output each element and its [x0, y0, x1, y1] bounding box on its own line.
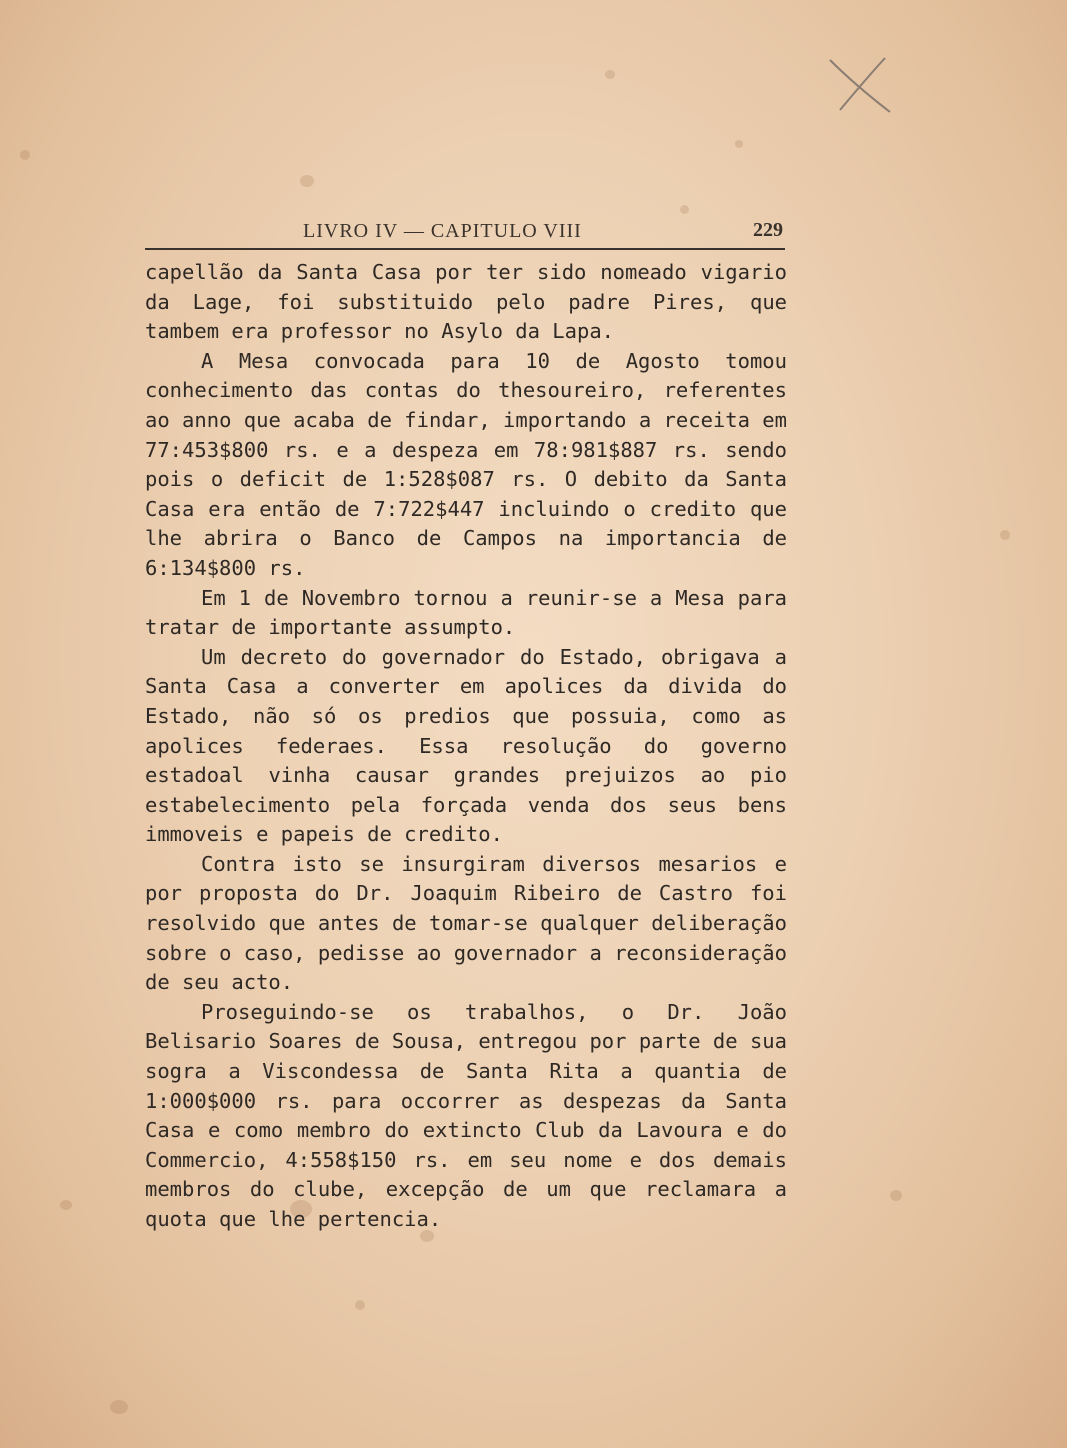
paper-stain: [890, 1190, 902, 1201]
page-number: 229: [753, 219, 783, 241]
paper-stain: [1000, 530, 1010, 540]
running-head: [145, 218, 785, 250]
chapter-title: LIVRO IV — CAPITULO VIII: [303, 220, 582, 242]
body-text: [145, 258, 787, 1235]
paragraph: Proseguindo-se os trabalhos, o Dr. João Belisario Soares de Sousa, entregou por parte de sua sogra a Viscondessa de Santa Rita a quantia de 1:000$000 rs. para occorrer as despezas da Santa Casa e como membro do extincto Club da Lavoura e do Commercio, 4:558$150 rs. em seu nome e dos demais membros do clube, excepção de um que reclamara a quota que lhe pertencia.: [145, 999, 787, 1231]
paragraph: A Mesa convocada para 10 de Agosto tomou conhecimento das contas do thesoureiro, referentes ao anno que acaba de findar, importando a receita em 77:453$800 rs. e a despeza em 78:981$887 rs. sendo pois o deficit de 1:528$087 rs. O debito da Santa Casa era então de 7:722$447 incluindo o credito que lhe abrira o Banco de Campos na importancia de 6:134$800 rs.: [145, 348, 787, 580]
paper-stain: [680, 205, 689, 214]
paper-stain: [20, 150, 30, 160]
paper-stain: [110, 1400, 128, 1414]
paper-stain: [735, 140, 743, 148]
paper-stain: [300, 175, 314, 187]
paper-stain: [605, 70, 615, 79]
paragraph: Um decreto do governador do Estado, obrigava a Santa Casa a converter em apolices da divida do Estado, não só os predios que possuia, como as apolices federaes. Essa resolução do governo estadoal vinha causar grandes prejuizos ao pio estabelecimento pela forçada venda dos seus bens immoveis e papeis de credito.: [145, 644, 787, 847]
paragraph: Contra isto se insurgiram diversos mesarios e por proposta do Dr. Joaquim Ribeiro de Castro foi resolvido que antes de tomar-se qualquer deliberação sobre o caso, pedisse ao governador a reconsideração de seu acto.: [145, 851, 787, 995]
paragraph: capellão da Santa Casa por ter sido nomeado vigario da Lage, foi substituido pelo padre Pires, que tambem era professor no Asylo da Lapa.: [145, 260, 787, 344]
paragraph: Em 1 de Novembro tornou a reunir-se a Mesa para tratar de importante assumpto.: [145, 585, 787, 640]
paper-stain: [60, 1200, 72, 1210]
paper-stain: [355, 1300, 365, 1310]
pencil-cross-mark: [820, 50, 900, 120]
